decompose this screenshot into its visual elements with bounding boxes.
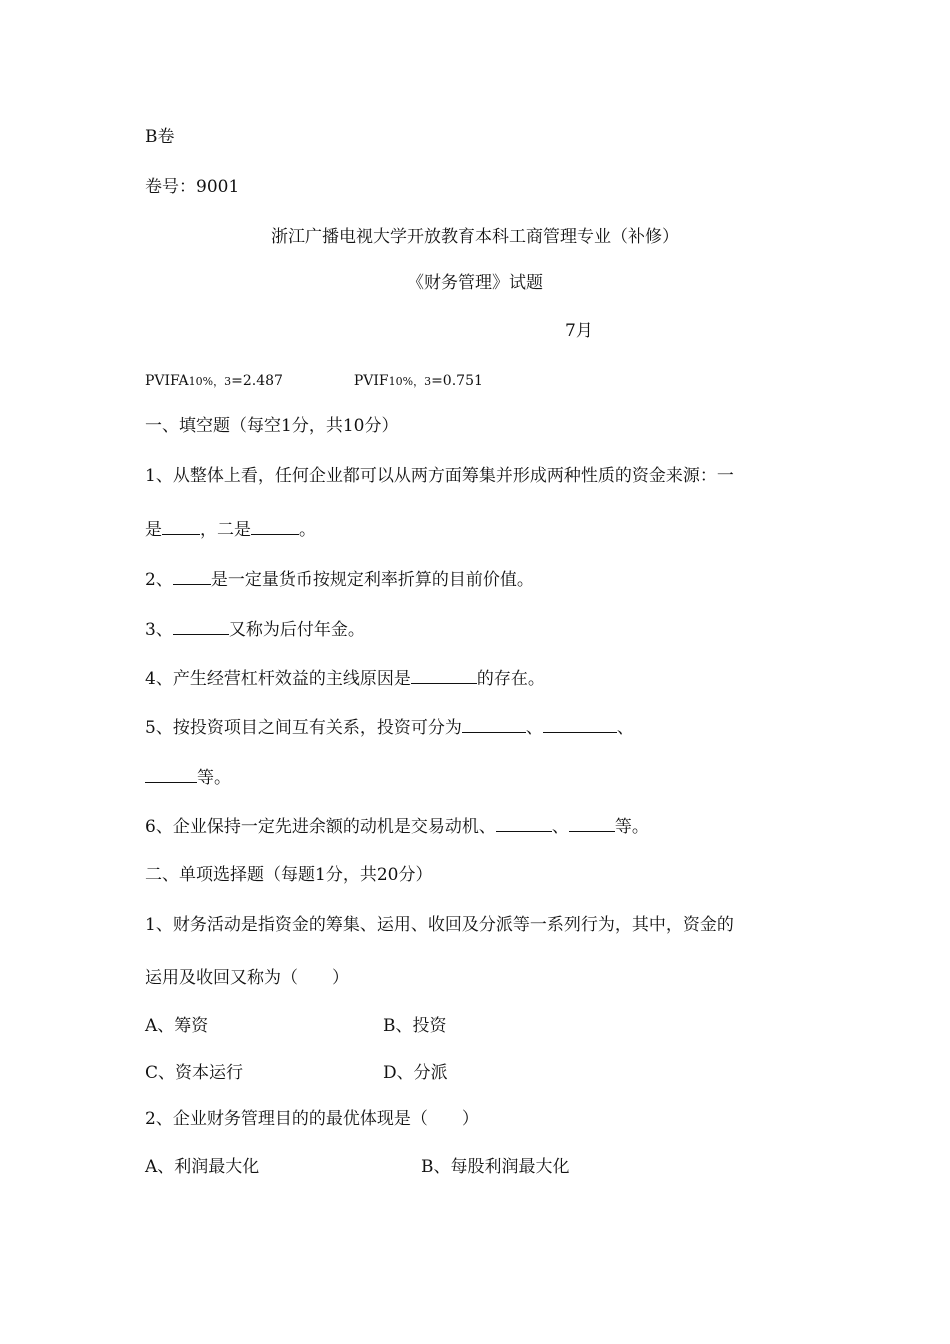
formula-1: PVIFA10%，3=2.487: [145, 373, 283, 389]
s2-question-2: 2、企业财务管理目的的最优体现是（ ）: [145, 1109, 479, 1129]
s1-question-5-line1: 5、按投资项目之间互有关系，投资可分为 、 、: [145, 718, 634, 738]
s2-q2-option-a: A、利润最大化: [145, 1157, 260, 1177]
exam-title: 浙江广播电视大学开放教育本科工商管理专业（补修）: [271, 227, 679, 247]
s2-q1-option-b: B、投资: [383, 1016, 447, 1036]
exam-date: 7月: [565, 321, 593, 341]
s1-question-1-line2: 是 ，二是 。: [145, 520, 316, 540]
answer-blank[interactable]: [496, 815, 552, 832]
answer-blank[interactable]: [411, 667, 477, 684]
s2-question-1-line1: 1、财务活动是指资金的筹集、运用、收回及分派等一系列行为，其中，资金的: [145, 915, 734, 935]
s1-question-1-line1: 1、从整体上看，任何企业都可以从两方面筹集并形成两种性质的资金来源：一: [145, 466, 734, 486]
s2-q1-option-d: D、分派: [383, 1063, 448, 1083]
s1-question-3: 3、 又称为后付年金。: [145, 620, 365, 640]
s2-question-1-line2: 运用及收回又称为（ ）: [145, 968, 349, 988]
s2-q2-option-b: B、每股利润最大化: [421, 1157, 570, 1177]
s1-question-4: 4、产生经营杠杆效益的主线原因是 的存在。: [145, 669, 545, 689]
s2-q1-option-a: A、筹资: [145, 1016, 209, 1036]
answer-blank[interactable]: [569, 815, 615, 832]
answer-blank[interactable]: [543, 716, 617, 733]
exam-subtitle: 《财务管理》试题: [407, 273, 543, 293]
paper-number: 卷号：9001: [145, 177, 240, 197]
section2-heading: 二、单项选择题（每题1分，共20分）: [145, 865, 433, 885]
answer-blank[interactable]: [462, 716, 526, 733]
section1-heading: 一、填空题（每空1分，共10分）: [145, 416, 399, 436]
answer-blank[interactable]: [145, 766, 197, 783]
paper-label: B卷: [145, 127, 175, 147]
answer-blank[interactable]: [173, 568, 211, 585]
s1-question-2: 2、 是一定量货币按规定利率折算的目前价值。: [145, 570, 534, 590]
s1-question-6: 6、企业保持一定先进余额的动机是交易动机、 、 等。: [145, 817, 649, 837]
s2-q1-option-c: C、资本运行: [145, 1063, 244, 1083]
s1-question-5-line2: 等。: [145, 766, 231, 789]
formula-line: [145, 370, 483, 393]
formula-2: PVIF10%，3=0.751: [353, 373, 483, 389]
answer-blank[interactable]: [173, 618, 229, 635]
answer-blank[interactable]: [251, 518, 299, 535]
answer-blank[interactable]: [162, 518, 200, 535]
